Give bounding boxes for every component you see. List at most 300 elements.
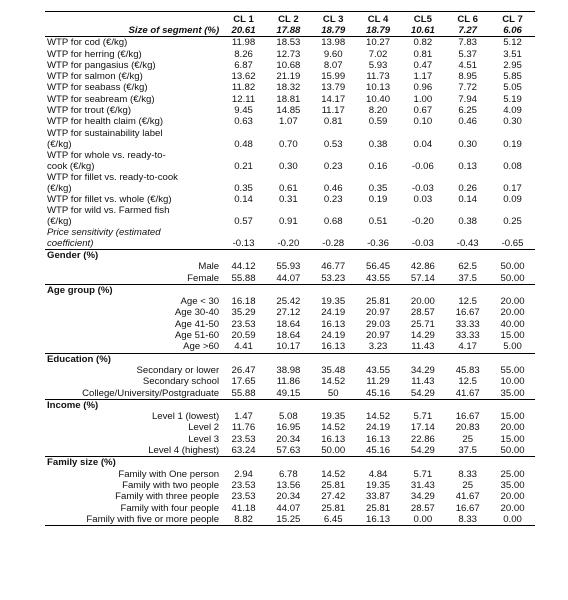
cell: 33.87 [366, 491, 391, 503]
cell: 0.09 [503, 193, 522, 205]
cell: 16.13 [356, 514, 401, 526]
cell [356, 399, 401, 411]
row-label: College/University/Postgraduate [82, 387, 220, 399]
cell: -0.20 [277, 237, 300, 249]
row-label [45, 172, 221, 194]
cell: 14.85 [276, 105, 301, 117]
cell [311, 284, 356, 296]
row-label: Size of segment (%) [45, 25, 221, 37]
cell: 33.33 [455, 330, 480, 342]
table-row [45, 330, 535, 341]
cell: 4.17 [458, 341, 478, 353]
cell: 20.00 [500, 491, 525, 503]
table-row [45, 365, 535, 376]
cell: -0.03 [411, 182, 434, 194]
cell: 16.95 [276, 422, 301, 434]
row-label [45, 227, 221, 250]
cell [445, 457, 490, 469]
cell: 12.73 [276, 48, 301, 60]
cell: 5.05 [503, 82, 522, 94]
table-row [45, 37, 535, 49]
cell: 6.06 [490, 25, 535, 37]
cell: 57.14 [410, 272, 435, 284]
table-row [45, 116, 535, 127]
table-row [45, 480, 535, 491]
section-title: Income (%) [45, 399, 221, 411]
cell: 34.29 [410, 364, 435, 376]
section-title: Age group (%) [45, 284, 221, 296]
cell: 10.00 [500, 376, 525, 388]
cell: 35.00 [500, 479, 525, 491]
cell: 18.81 [276, 93, 301, 105]
cell [266, 353, 311, 365]
cell: 55.88 [231, 387, 256, 399]
table-row [45, 422, 535, 433]
cell: 6.25 [458, 105, 478, 117]
cell: 20.00 [500, 502, 525, 514]
cell: 9.45 [234, 105, 253, 117]
cell: 11.43 [411, 341, 435, 353]
segment-size-row [45, 25, 535, 37]
cell: 0.48 [234, 138, 253, 150]
cell: 18.64 [276, 330, 301, 342]
cell: 4.41 [234, 341, 253, 353]
row-label: Age 30-40 [174, 307, 220, 319]
cell: 55.88 [231, 272, 256, 284]
cell: 13.56 [276, 479, 301, 491]
row-label: Family with three people [115, 491, 220, 503]
row-label: WTP for health claim (€/kg) [47, 116, 164, 128]
cell: 20.61 [221, 25, 266, 37]
row-label: Age 41-50 [174, 318, 220, 330]
column-header: CL 6 [445, 12, 490, 26]
row-label-line: (€/kg) [47, 138, 72, 150]
table-row [45, 445, 535, 457]
cell: 38.98 [276, 364, 301, 376]
cell: 11.98 [231, 37, 256, 49]
cell: 41.67 [455, 387, 480, 399]
cell: 50.00 [500, 445, 525, 457]
cell: 62.5 [458, 261, 478, 273]
header-row [45, 12, 535, 26]
section-row [45, 249, 535, 261]
cell [311, 249, 356, 261]
cell [221, 399, 266, 411]
header-blank [45, 12, 221, 26]
cell: 14.52 [321, 468, 346, 480]
row-label: Age < 30 [180, 296, 220, 308]
column-header: CL 1 [221, 12, 266, 26]
column-header: CL5 [400, 12, 445, 26]
cell: 16.13 [321, 318, 346, 330]
row-label-line: WTP for sustainability label [47, 127, 163, 139]
cell: 35.29 [231, 307, 256, 319]
row-label: WTP for cod (€/kg) [47, 37, 128, 49]
cell: 45.83 [455, 364, 480, 376]
table-row [45, 307, 535, 318]
cell: 15.00 [500, 330, 525, 342]
cell [311, 353, 356, 365]
cell: 17.65 [231, 376, 256, 388]
cell: 16.13 [321, 433, 346, 445]
row-label: Male [198, 261, 220, 273]
segment-table [45, 11, 535, 526]
cell: -0.36 [367, 237, 389, 249]
cell: 8.95 [458, 71, 478, 83]
cell: 10.61 [400, 25, 445, 37]
table-row [45, 434, 535, 445]
cell: 0.26 [458, 182, 478, 194]
cell: 50.00 [500, 261, 525, 273]
cell: 7.72 [458, 82, 478, 94]
cell: 17.14 [410, 422, 435, 434]
table-row [45, 49, 535, 60]
row-label: Level 3 [188, 433, 220, 445]
row-label-line: WTP for wild vs. Farmed fish [47, 204, 170, 216]
cell: 16.13 [321, 341, 346, 353]
cell: 0.00 [400, 514, 445, 526]
cell [445, 249, 490, 261]
cell: 4.09 [503, 105, 522, 117]
cell: 20.00 [500, 296, 525, 308]
cell: 5.08 [279, 411, 298, 423]
cell: 20.97 [366, 330, 391, 342]
cell: 13.79 [321, 82, 346, 94]
cell: 25.81 [366, 502, 391, 514]
cell: 15.99 [321, 71, 346, 83]
row-label: Female [187, 272, 220, 284]
table-row [45, 503, 535, 514]
cell: 19.35 [321, 296, 346, 308]
cell: 1.17 [413, 71, 433, 83]
row-label: WTP for seabream (€/kg) [47, 93, 155, 105]
cell: 43.55 [366, 364, 391, 376]
cell: 49.15 [276, 387, 301, 399]
cell: 0.38 [368, 138, 388, 150]
cell: -0.65 [501, 237, 524, 249]
cell: -0.13 [232, 237, 255, 249]
cell: 14.52 [321, 376, 346, 388]
row-label [45, 150, 221, 172]
row-label: Level 2 [188, 422, 220, 434]
cell: 11.82 [231, 82, 256, 94]
cell: 1.07 [279, 116, 298, 128]
cell [445, 353, 490, 365]
cell: 35.00 [500, 387, 525, 399]
cell: 23.53 [231, 491, 256, 503]
cell: 0.25 [503, 215, 522, 227]
table-row [45, 319, 535, 330]
cell: 24.19 [321, 307, 346, 319]
table-row [45, 150, 535, 172]
cell: 54.29 [410, 387, 435, 399]
row-label: WTP for trout (€/kg) [47, 105, 132, 117]
cell: 35.48 [321, 364, 346, 376]
cell: 0.91 [279, 215, 298, 227]
cell: 37.5 [458, 445, 478, 457]
cell: 42.86 [410, 261, 435, 273]
cell [490, 399, 535, 411]
column-header: CL 4 [356, 12, 401, 26]
cell: 11.76 [231, 422, 256, 434]
cell [266, 399, 311, 411]
row-label-line: WTP for fillet vs. ready-to-cook [47, 171, 178, 183]
cell: 0.53 [323, 138, 343, 150]
cell: 0.68 [323, 215, 343, 227]
cell: 8.33 [458, 468, 478, 480]
cell: 41.18 [231, 502, 256, 514]
cell [400, 249, 445, 261]
table-row [45, 376, 535, 387]
cell: 14.52 [321, 422, 346, 434]
table-row [45, 388, 535, 400]
cell: 25.71 [410, 318, 435, 330]
cell: 1.47 [234, 411, 253, 423]
cell: 0.19 [368, 193, 388, 205]
cell: 13.62 [231, 71, 256, 83]
cell: 0.31 [279, 193, 298, 205]
cell: 10.40 [366, 93, 391, 105]
cell: 0.81 [413, 48, 433, 60]
cell [400, 399, 445, 411]
table-row [45, 94, 535, 105]
cell: 25.42 [276, 296, 301, 308]
cell: 16.67 [455, 411, 480, 423]
row-label: Secondary school [142, 376, 220, 388]
cell: 15.00 [500, 433, 525, 445]
cell: 0.63 [234, 116, 253, 128]
cell: 0.30 [458, 138, 478, 150]
table-row [45, 469, 535, 480]
cell: 23.53 [231, 433, 256, 445]
cell: 7.94 [458, 93, 478, 105]
section-row [45, 284, 535, 296]
row-label-line: (€/kg) [47, 182, 72, 194]
cell: 12.5 [458, 296, 478, 308]
cell: 0.17 [503, 182, 522, 194]
cell: 37.5 [458, 272, 478, 284]
column-header: CL 3 [311, 12, 356, 26]
cell: 25.81 [321, 502, 346, 514]
row-label: Secondary or lower [136, 364, 220, 376]
cell: 53.23 [321, 272, 346, 284]
cell: 11.17 [321, 105, 345, 117]
cell: 22.86 [410, 433, 435, 445]
cell: 3.51 [503, 48, 522, 60]
cell: 34.29 [410, 491, 435, 503]
cell: 25 [462, 433, 474, 445]
cell [311, 457, 356, 469]
cell: 43.55 [366, 272, 391, 284]
row-label-line: cook (€/kg) [47, 160, 95, 172]
cell: 54.29 [410, 445, 435, 457]
cell: 6.87 [234, 59, 253, 71]
cell: 10.68 [276, 59, 301, 71]
cell: 0.70 [279, 138, 298, 150]
cell [266, 284, 311, 296]
cell: 2.95 [503, 59, 522, 71]
cell: 0.16 [368, 160, 388, 172]
cell: 24.19 [321, 330, 346, 342]
cell: 2.94 [234, 468, 253, 480]
row-label: WTP for pangasius (€/kg) [47, 59, 156, 71]
cell: 31.43 [410, 479, 435, 491]
cell: 50 [327, 387, 339, 399]
cell: 16.18 [231, 296, 256, 308]
cell: -0.28 [322, 237, 345, 249]
section-row [45, 353, 535, 365]
cell: 0.82 [413, 37, 433, 49]
cell [221, 284, 266, 296]
cell: 15.00 [500, 411, 525, 423]
cell [266, 457, 311, 469]
cell: 44.07 [276, 272, 301, 284]
cell: 0.61 [279, 182, 298, 194]
cell: 63.24 [231, 445, 256, 457]
cell [356, 284, 401, 296]
cell: 50.00 [500, 272, 525, 284]
cell: -0.06 [411, 160, 434, 172]
cell: 6.45 [311, 514, 356, 526]
cell: 55.00 [500, 364, 525, 376]
cell: 8.33 [445, 514, 490, 526]
cell [490, 249, 535, 261]
cell: 0.10 [413, 116, 433, 128]
cell: 25.81 [321, 479, 346, 491]
cell: 25.00 [500, 468, 525, 480]
cell: 20.59 [231, 330, 256, 342]
cell: 18.79 [356, 25, 401, 37]
cell: 20.00 [500, 307, 525, 319]
cell: 12.11 [231, 93, 256, 105]
row-label-line: (€/kg) [47, 215, 72, 227]
cell: 46.77 [321, 261, 346, 273]
cell: 44.07 [276, 502, 301, 514]
cell: -0.20 [411, 215, 434, 227]
section-row [45, 457, 535, 469]
cell [311, 399, 356, 411]
cell: 3.23 [368, 341, 388, 353]
cell: 5.37 [458, 48, 478, 60]
cell: 50.00 [321, 445, 346, 457]
cell: 5.12 [503, 37, 522, 49]
table-row [45, 514, 535, 526]
cell: 56.45 [366, 261, 391, 273]
row-label: Family with four people [120, 502, 220, 514]
segment-table-container [45, 11, 535, 526]
cell: 8.07 [323, 59, 343, 71]
cell: 5.19 [503, 93, 522, 105]
table-row [45, 411, 535, 422]
cell: 0.96 [413, 82, 433, 94]
row-label: Level 4 (highest) [148, 445, 220, 457]
table-row [45, 491, 535, 502]
cell: 0.38 [458, 215, 478, 227]
cell: 0.08 [503, 160, 522, 172]
cell: 12.5 [458, 376, 478, 388]
cell: 0.14 [234, 193, 253, 205]
cell: 5.71 [413, 468, 433, 480]
cell [400, 457, 445, 469]
cell: 29.03 [366, 318, 391, 330]
table-row [45, 227, 535, 250]
cell: 44.12 [231, 261, 256, 273]
table-row [45, 128, 535, 150]
cell: 16.67 [455, 502, 480, 514]
cell: 55.93 [276, 261, 301, 273]
cell [445, 399, 490, 411]
cell [490, 284, 535, 296]
cell: 7.83 [458, 37, 478, 49]
cell: 0.57 [234, 215, 253, 227]
cell: 19.35 [321, 411, 346, 423]
table-row [45, 194, 535, 205]
cell: 1.00 [413, 93, 433, 105]
cell: 14.29 [410, 330, 435, 342]
cell: 0.30 [503, 116, 522, 128]
cell: 20.34 [276, 433, 301, 445]
cell: 0.30 [279, 160, 298, 172]
cell: 0.51 [368, 215, 388, 227]
cell: 0.59 [368, 116, 388, 128]
cell: 0.00 [490, 514, 535, 526]
cell: 4.51 [458, 59, 478, 71]
cell: 5.85 [503, 71, 522, 83]
cell: 45.16 [366, 387, 391, 399]
table-row [45, 273, 535, 285]
cell: 10.13 [366, 82, 391, 94]
table-row [45, 296, 535, 307]
cell: 0.19 [503, 138, 522, 150]
cell [400, 353, 445, 365]
cell [490, 457, 535, 469]
section-title: Education (%) [45, 353, 221, 365]
cell: 33.33 [455, 318, 480, 330]
cell: 20.83 [455, 422, 480, 434]
cell [356, 249, 401, 261]
cell: 11.29 [366, 376, 390, 388]
row-label: Family with two people [122, 479, 220, 491]
cell: 24.19 [366, 422, 391, 434]
table-row [45, 341, 535, 353]
cell: 21.19 [276, 71, 301, 83]
row-label-line: WTP for whole vs. ready-to- [47, 149, 166, 161]
table-row [45, 60, 535, 71]
cell: 8.26 [234, 48, 253, 60]
cell: 0.81 [323, 116, 343, 128]
cell: 7.02 [368, 48, 388, 60]
cell: 45.16 [366, 445, 391, 457]
table-row [45, 261, 535, 272]
cell: 17.88 [266, 25, 311, 37]
cell [266, 249, 311, 261]
cell: 20.97 [366, 307, 391, 319]
section-title: Gender (%) [45, 249, 221, 261]
column-header: CL 7 [490, 12, 535, 26]
cell: 41.67 [455, 491, 480, 503]
cell: 14.52 [366, 411, 391, 423]
cell: 6.78 [279, 468, 298, 480]
cell: 27.42 [321, 491, 346, 503]
row-label [45, 205, 221, 227]
cell: 8.82 [221, 514, 266, 526]
cell [221, 457, 266, 469]
cell [400, 284, 445, 296]
cell: 0.47 [413, 59, 433, 71]
cell: 0.21 [234, 160, 253, 172]
cell [221, 353, 266, 365]
table-row [45, 205, 535, 227]
